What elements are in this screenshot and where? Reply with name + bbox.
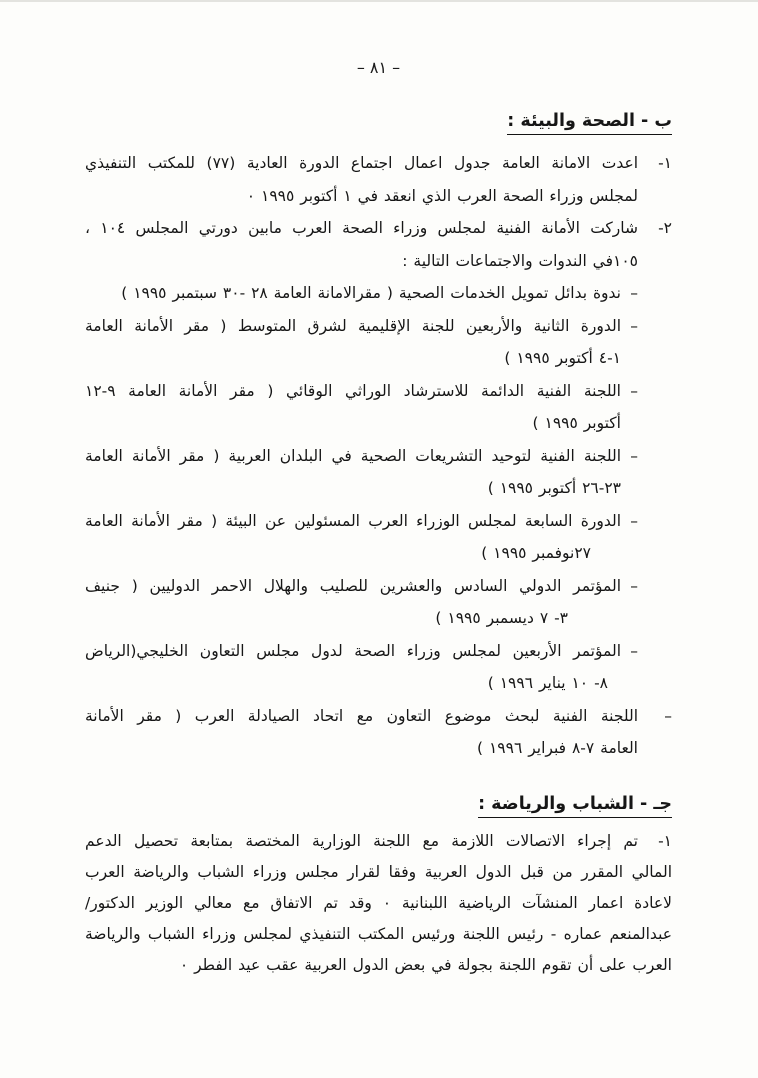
sub-list-item [85,277,638,310]
text-line: عبدالمنعم عماره - رئيس اللجنة ورئيس المكتب التنفيذي لمجلس وزراء الشباب والرياضة [85,924,672,943]
list-item-b3 [85,700,672,765]
text-line: المؤتمر الأربعين لمجلس وزراء الصحة لدول مجلس التعاون الخليجي(الرياض [85,641,621,660]
section-b-heading [85,108,672,134]
item-body [85,700,638,765]
text-line: تم إجراء الاتصالات اللازمة مع اللجنة الوزارية المختصة بمتابعة تحصيل الدعم [85,831,638,850]
text-line: اللجنة الفنية الدائمة للاسترشاد الوراثي الوقائي ( مقر الأمانة العامة ٩-١٢ [85,381,621,400]
item-body [85,147,638,212]
sub-item-body [85,375,621,440]
item-marker: – [664,706,672,725]
sub-item-body [85,570,621,635]
sub-list-item [85,570,638,635]
text-line: المالي المقرر من قبل الدول العربية وفقا لقرار مجلس وزراء الشباب والرياضة العرب [85,862,672,881]
text-line: ١٠٥في الندوات والاجتماعات التالية : [402,251,638,270]
item-body [85,212,638,700]
sub-list-item [85,310,638,375]
section-c-heading-text: جـ - الشباب والرياضة : [478,794,672,818]
dash-marker: – [630,641,638,660]
dash-marker: – [630,511,638,530]
sub-list-item [85,440,638,505]
section-c-heading [85,791,672,817]
sub-item-body [85,635,621,700]
sub-list-item [85,375,638,440]
text-line: ٢٣-٢٦ أكتوبر ١٩٩٥ ) [487,479,621,497]
dash-marker: – [630,446,638,465]
section-health-environment [85,108,672,765]
dash-marker: – [630,316,638,335]
sub-list-item [85,505,638,570]
page-number: – ٨١ – [356,58,401,77]
text-line: اللجنة الفنية لتوحيد التشريعات الصحية في البلدان العربية ( مقر الأمانة العامة [85,446,621,465]
section-youth-sports [85,791,672,981]
item-marker: ١- [658,154,672,172]
dash-marker: – [630,381,638,400]
sub-item-body [85,440,621,505]
dash-marker: – [630,576,638,595]
text-line: ٣- ٧ ديسمبر ١٩٩٥ ) [435,609,568,627]
text-line: ندوة بدائل تمويل الخدمات الصحية ( مقرالامانة العامة ٢٨ -٣٠ سبتمبر ١٩٩٥ ) [121,284,621,302]
item-marker: ١- [658,831,672,850]
section-b-heading-text: ب - الصحة والبيئة : [507,111,672,135]
list-item-c1 [85,826,672,981]
list-item-b1 [85,147,672,212]
dash-marker: – [630,284,638,302]
text-line: أكتوبر ١٩٩٥ ) [532,414,621,432]
sub-list-item [85,635,638,700]
sub-item-body [85,277,621,310]
text-line: المؤتمر الدولي السادس والعشرين للصليب والهلال الاحمر الدوليين ( جنيف [85,576,621,595]
text-line: ٨- ١٠ يناير ١٩٩٦ ) [487,674,608,692]
item-first-line [85,826,672,857]
sub-item-body [85,310,621,375]
text-line: العرب على أن تقوم اللجنة بجولة في بعض الدول العربية عقب عيد الفطر ٠ [179,955,672,974]
text-line: اللجنة الفنية لبحث موضوع التعاون مع اتحاد الصيادلة العرب ( مقر الأمانة [85,706,638,725]
text-line: الدورة الثانية والأربعين للجنة الإقليمية لشرق المتوسط ( مقر الأمانة العامة [85,316,621,335]
sub-item-body [85,505,621,570]
text-line: شاركت الأمانة الفنية لمجلس وزراء الصحة العرب مابين دورتي المجلس ١٠٤ ، [85,219,638,237]
text-line: اعدت الامانة العامة جدول اعمال اجتماع الدورة العادية (٧٧) للمكتب التنفيذي [85,154,639,172]
text-line: العامة ٧-٨ فبراير ١٩٩٦ ) [477,739,638,757]
text-line: الدورة السابعة لمجلس الوزراء العرب المسئولين عن البيئة ( مقر الأمانة العامة [85,511,621,530]
text-line: ٢٧نوفمبر ١٩٩٥ ) [481,544,591,562]
text-line: لمجلس وزراء الصحة العرب الذي انعقد في ١ أكتوبر ١٩٩٥ ٠ [246,186,638,205]
list-item-b2 [85,212,672,700]
item-marker: ٢- [658,219,672,237]
text-line: لاعادة اعمار المنشآت الرياضية اللبنانية ٠ وقد تم الاتفاق مع معالي الوزير الدكتور/ [85,893,672,912]
text-line: ١-٤ أكتوبر ١٩٩٥ ) [504,349,621,367]
